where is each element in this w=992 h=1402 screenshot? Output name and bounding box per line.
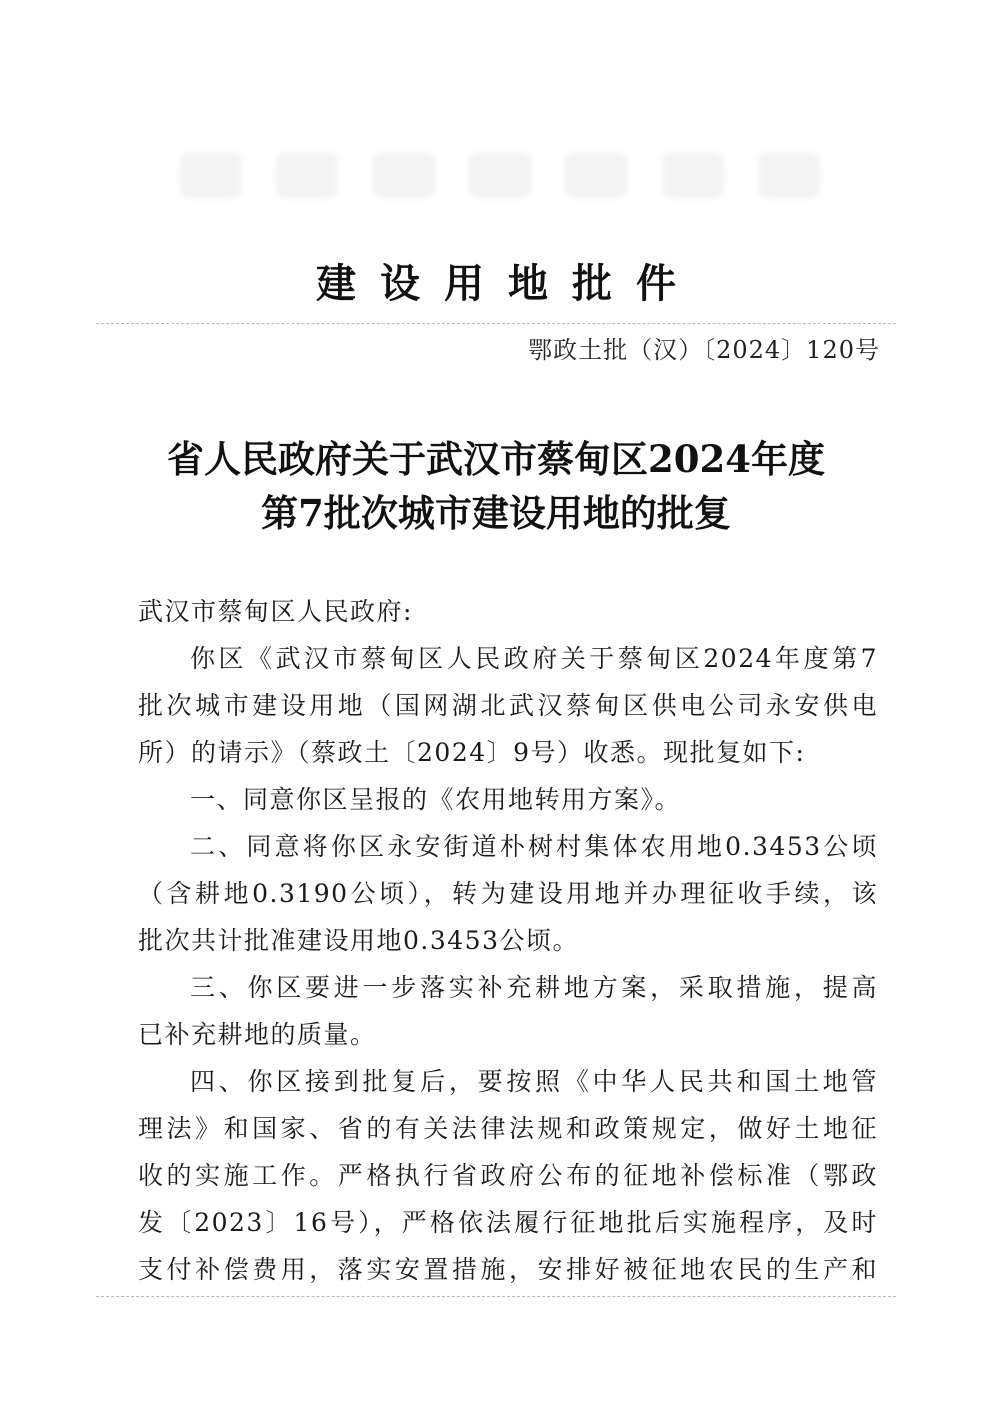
body-line: 理法》和国家、省的有关法律法规和政策规定，做好土地征 — [138, 1114, 878, 1143]
body-line: 一、同意你区呈报的《农用地转用方案》。 — [190, 785, 682, 814]
header-divider — [96, 323, 896, 324]
title-line-2: 第7批次城市建设用地的批复 — [261, 491, 731, 535]
body-line: 批次城市建设用地（国网湖北武汉蔡甸区供电公司永安供电 — [138, 691, 878, 720]
body-line: 已补充耕地的质量。 — [138, 1020, 377, 1049]
document-title — [0, 432, 992, 540]
footer-divider — [96, 1296, 896, 1297]
document-type-heading: 建设用地批件 — [316, 260, 700, 307]
document-number: 鄂政土批（汉）〔2024〕120号 — [528, 336, 880, 364]
body-line: 收的实施工作。严格执行省政府公布的征地补偿标准（鄂政 — [138, 1161, 878, 1190]
faded-glyph — [276, 152, 338, 198]
title-line-1: 省人民政府关于武汉市蔡甸区2024年度 — [167, 437, 825, 481]
body-line: 你区《武汉市蔡甸区人民政府关于蔡甸区2024年度第7 — [190, 644, 878, 673]
faded-glyph — [180, 152, 242, 198]
body-paragraphs — [138, 635, 878, 1293]
faded-letterhead — [180, 140, 820, 210]
body-line: 批次共计批准建设用地0.3453公顷。 — [138, 926, 579, 955]
body-line: 四、你区接到批复后，要按照《中华人民共和国土地管 — [190, 1067, 878, 1096]
body-line: （含耕地0.3190公顷），转为建设用地并办理征收手续，该 — [138, 879, 878, 908]
faded-glyph — [469, 152, 531, 198]
addressee: 武汉市蔡甸区人民政府: — [138, 597, 413, 626]
faded-glyph — [565, 152, 627, 198]
body-line: 二、同意将你区永安街道朴树村集体农用地0.3453公顷 — [190, 832, 878, 861]
faded-glyph — [662, 152, 724, 198]
body-line: 发〔2023〕16号），严格依法履行征地批后实施程序，及时 — [138, 1208, 878, 1237]
body-line: 支付补偿费用，落实安置措施，安排好被征地农民的生产和 — [138, 1255, 878, 1284]
body-line: 所）的请示》（蔡政土〔2024〕9号）收悉。现批复如下: — [138, 738, 806, 767]
faded-glyph — [758, 152, 820, 198]
body-line: 三、你区要进一步落实补充耕地方案，采取措施，提高 — [190, 973, 878, 1002]
faded-glyph — [373, 152, 435, 198]
document-body — [138, 588, 878, 1293]
